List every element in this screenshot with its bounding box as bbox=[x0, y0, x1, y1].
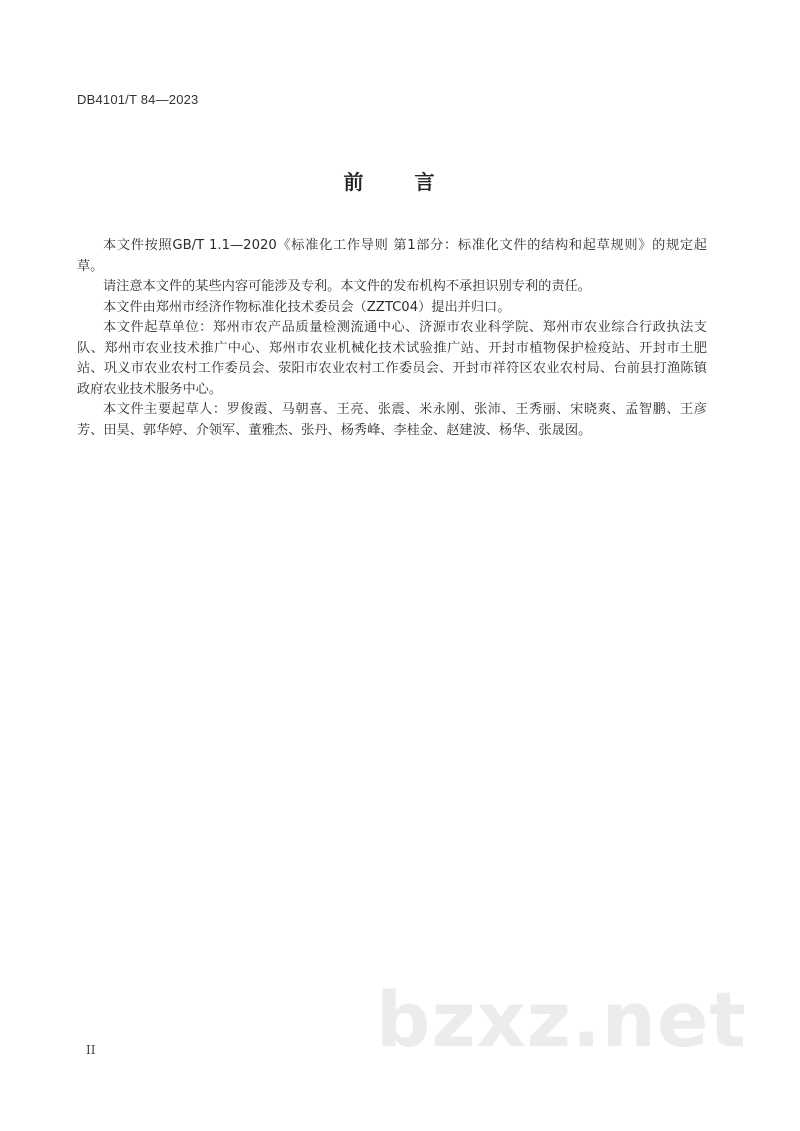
watermark: bzxz.net bbox=[376, 975, 747, 1064]
page-title: 前 言 bbox=[343, 170, 457, 194]
document-code: DB4101/T 84—2023 bbox=[77, 92, 199, 107]
paragraph-drafting-units: 本文件起草单位：郑州市农产品质量检测流通中心、济源市农业科学院、郑州市农业综合行政执法支队、郑州市农业技术推广中心、郑州市农业机械化技术试验推广站、开封市植物保护检疫站、开封市土肥站、巩义市农业农村工作委员会、荥阳市农业农村工作委员会、开封市祥符区农业农村局、台前县打渔陈镇政府农业技术服务中心。 bbox=[77, 320, 707, 397]
page-number: II bbox=[86, 1043, 96, 1057]
paragraph-proposer: 本文件由郑州市经济作物标准化技术委员会（ZZTC04）提出并归口。 bbox=[103, 299, 511, 315]
paragraph-drafters: 本文件主要起草人：罗俊霞、马朝喜、王亮、张震、米永刚、张沛、王秀丽、宋晓爽、孟智鹏、王彦芳、田昊、郭华婷、介领军、董雅杰、张丹、杨秀峰、李桂金、赵建波、杨华、张晟囡。 bbox=[77, 402, 707, 438]
paragraph-patent-notice: 请注意本文件的某些内容可能涉及专利。本文件的发布机构不承担识别专利的责任。 bbox=[103, 279, 591, 294]
paragraph-drafting-rules: 本文件按照GB/T 1.1—2020《标准化工作导则 第1部分：标准化文件的结构和起草规则》的规定起草。 bbox=[77, 238, 707, 274]
foreword-body bbox=[77, 236, 707, 441]
